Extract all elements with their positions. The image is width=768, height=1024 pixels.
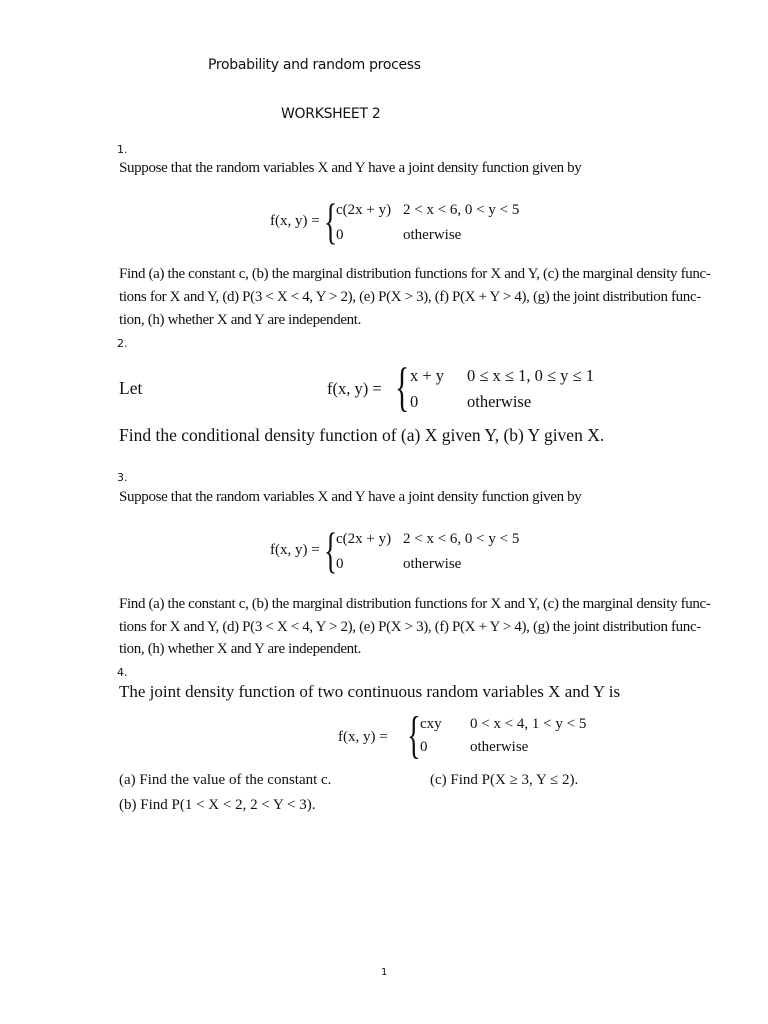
left-brace: {: [324, 522, 338, 578]
equation-case-2-expr: 0: [336, 227, 344, 243]
equation-case-1-expr: c(2x + y): [336, 202, 392, 218]
worksheet-heading: WORKSHEET 2: [281, 106, 381, 122]
question-3-intro: Suppose that the random variables X and Y have a joint density function given by: [119, 489, 582, 505]
question-3-line-1: Find (a) the constant c, (b) the marginal distribution functions for X and Y, (c) the marginal density func-: [119, 596, 711, 612]
equation-case-2-condition: otherwise: [403, 556, 462, 572]
question-4-part-b: (b) Find P(1 < X < 2, 2 < Y < 3).: [119, 797, 316, 813]
equation-case-2-expr: 0: [336, 556, 344, 572]
equation-case-2-condition: otherwise: [403, 227, 462, 243]
equation-case-2-condition: otherwise: [470, 739, 529, 755]
equation-lhs: f(x, y) =: [270, 213, 320, 229]
equation-case-1-expr: cxy: [420, 716, 442, 732]
equation-case-2-expr: 0: [410, 392, 419, 411]
question-4-part-c: (c) Find P(X ≥ 3, Y ≤ 2).: [430, 772, 579, 788]
equation-case-1-condition: 0 ≤ x ≤ 1, 0 ≤ y ≤ 1: [467, 366, 594, 385]
question-2-let: Let: [119, 378, 143, 398]
left-brace: {: [395, 357, 410, 417]
question-2-line-1: Find the conditional density function of (a) X given Y, (b) Y given X.: [119, 425, 605, 445]
left-brace: {: [407, 707, 421, 764]
question-3-number: 3.: [117, 471, 128, 484]
question-4-part-a: (a) Find the value of the constant c.: [119, 772, 332, 788]
equation-case-1-expr: x + y: [410, 366, 445, 385]
question-1-intro: Suppose that the random variables X and Y have a joint density function given by: [119, 160, 582, 176]
question-2-number: 2.: [117, 337, 128, 350]
equation-case-1-condition: 2 < x < 6, 0 < y < 5: [403, 202, 520, 218]
document-title: Probability and random process: [208, 57, 421, 73]
question-1-number: 1.: [117, 143, 128, 156]
equation-lhs: f(x, y) =: [327, 379, 382, 398]
equation-lhs: f(x, y) =: [338, 729, 388, 745]
question-4-intro: The joint density function of two continuous random variables X and Y is: [119, 682, 621, 701]
equation-case-1-expr: c(2x + y): [336, 531, 392, 547]
question-1-line-2: tions for X and Y, (d) P(3 < X < 4, Y > 2), (e) P(X > 3), (f) P(X + Y > 4), (g) the joint distribution func-: [119, 289, 701, 305]
equation-case-2-expr: 0: [420, 739, 428, 755]
left-brace: {: [324, 193, 338, 249]
question-4-number: 4.: [117, 666, 128, 679]
question-1-line-1: Find (a) the constant c, (b) the marginal distribution functions for X and Y, (c) the marginal density func-: [119, 266, 711, 282]
equation-case-1-condition: 2 < x < 6, 0 < y < 5: [403, 531, 520, 547]
question-1-line-3: tion, (h) whether X and Y are independent.: [119, 312, 362, 328]
page-number: 1: [381, 967, 388, 978]
question-3-line-2: tions for X and Y, (d) P(3 < X < 4, Y > 2), (e) P(X > 3), (f) P(X + Y > 4), (g) the joint distribution func-: [119, 619, 701, 635]
equation-case-1-condition: 0 < x < 4, 1 < y < 5: [470, 716, 587, 732]
equation-case-2-condition: otherwise: [467, 392, 532, 411]
equation-lhs: f(x, y) =: [270, 542, 320, 558]
question-3-line-3: tion, (h) whether X and Y are independent.: [119, 641, 362, 657]
